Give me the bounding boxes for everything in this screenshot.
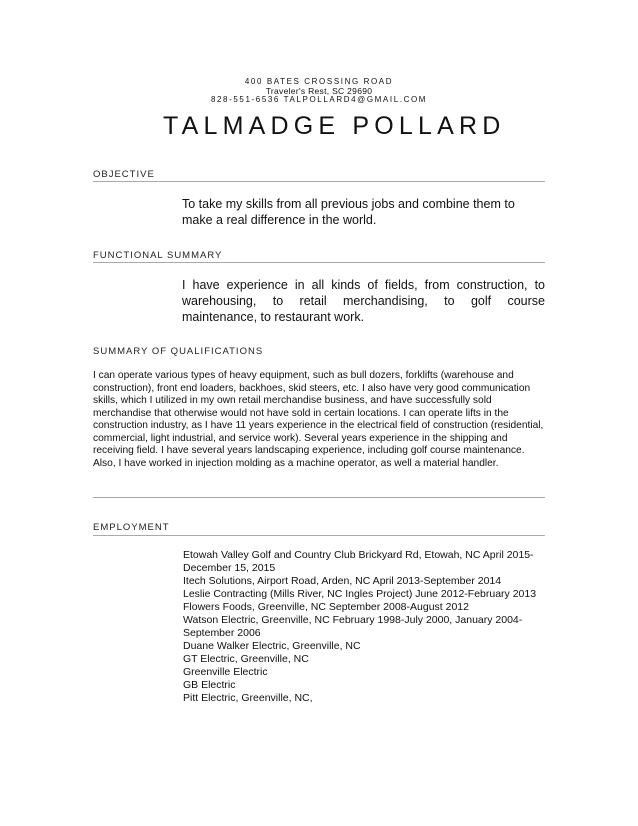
list-item: Flowers Foods, Greenville, NC September 2008-August 2012	[183, 601, 469, 613]
employment-list	[183, 549, 548, 705]
list-item: GB Electric	[183, 679, 236, 691]
list-item: GT Electric, Greenville, NC	[183, 653, 309, 665]
qualifications-heading: SUMMARY OF QUALIFICATIONS	[93, 346, 264, 357]
objective-divider	[93, 181, 545, 182]
functional-summary-text: I have experience in all kinds of fields, from construction, to warehousing, to retail merchandising, to golf course maintenance, to restaurant work.	[182, 278, 545, 324]
contact-phone-email: 828-551-6536 TALPOLLARD4@GMAIL.COM	[210, 95, 428, 104]
list-item: Greenville Electric	[183, 666, 268, 678]
contact-city: Traveler's Rest, SC 29690	[265, 86, 373, 96]
employment-heading: EMPLOYMENT	[93, 522, 170, 533]
objective-heading: OBJECTIVE	[93, 169, 155, 180]
applicant-name: TALMADGE POLLARD	[163, 112, 506, 140]
functional-summary-heading: FUNCTIONAL SUMMARY	[93, 250, 223, 261]
list-item: Pitt Electric, Greenville, NC,	[183, 692, 313, 704]
employment-divider	[93, 535, 545, 536]
list-item: Etowah Valley Golf and Country Club Brickyard Rd, Etowah, NC April 2015-December 15, 2015	[183, 549, 534, 574]
qualifications-divider	[93, 497, 545, 498]
list-item: Leslie Contracting (Mills River, NC Ingles Project) June 2012-February 2013	[183, 588, 537, 600]
functional-summary-divider	[93, 262, 545, 263]
qualifications-text: I can operate various types of heavy equipment, such as bull dozers, forklifts (warehouse and construction), front end loaders, backhoes, skid steers, etc. I also have very good communication skills, which I utilized in my own retail merchandise business, and have successfully sold merchandise that otherwise would not have sold in certain locations. I can operate lifts in the construction industry, as I have 11 years experience in the electrical field of construction (residential, commercial, light industrial, and service work). Several years experience in the shipping and receiving field. I have several years landscaping experience, including golf course maintenance. Also, I have worked in injection molding as a machine operator, as well a material handler.	[93, 370, 544, 469]
objective-text: To take my skills from all previous jobs and combine them to make a real difference in the world.	[182, 197, 515, 227]
list-item: Duane Walker Electric, Greenville, NC	[183, 640, 361, 652]
list-item: Watson Electric, Greenville, NC February 1998-July 2000, January 2004- September 2006	[183, 614, 523, 639]
list-item: Itech Solutions, Airport Road, Arden, NC April 2013-September 2014	[183, 575, 502, 587]
contact-address: 400 BATES CROSSING ROAD	[244, 77, 394, 86]
